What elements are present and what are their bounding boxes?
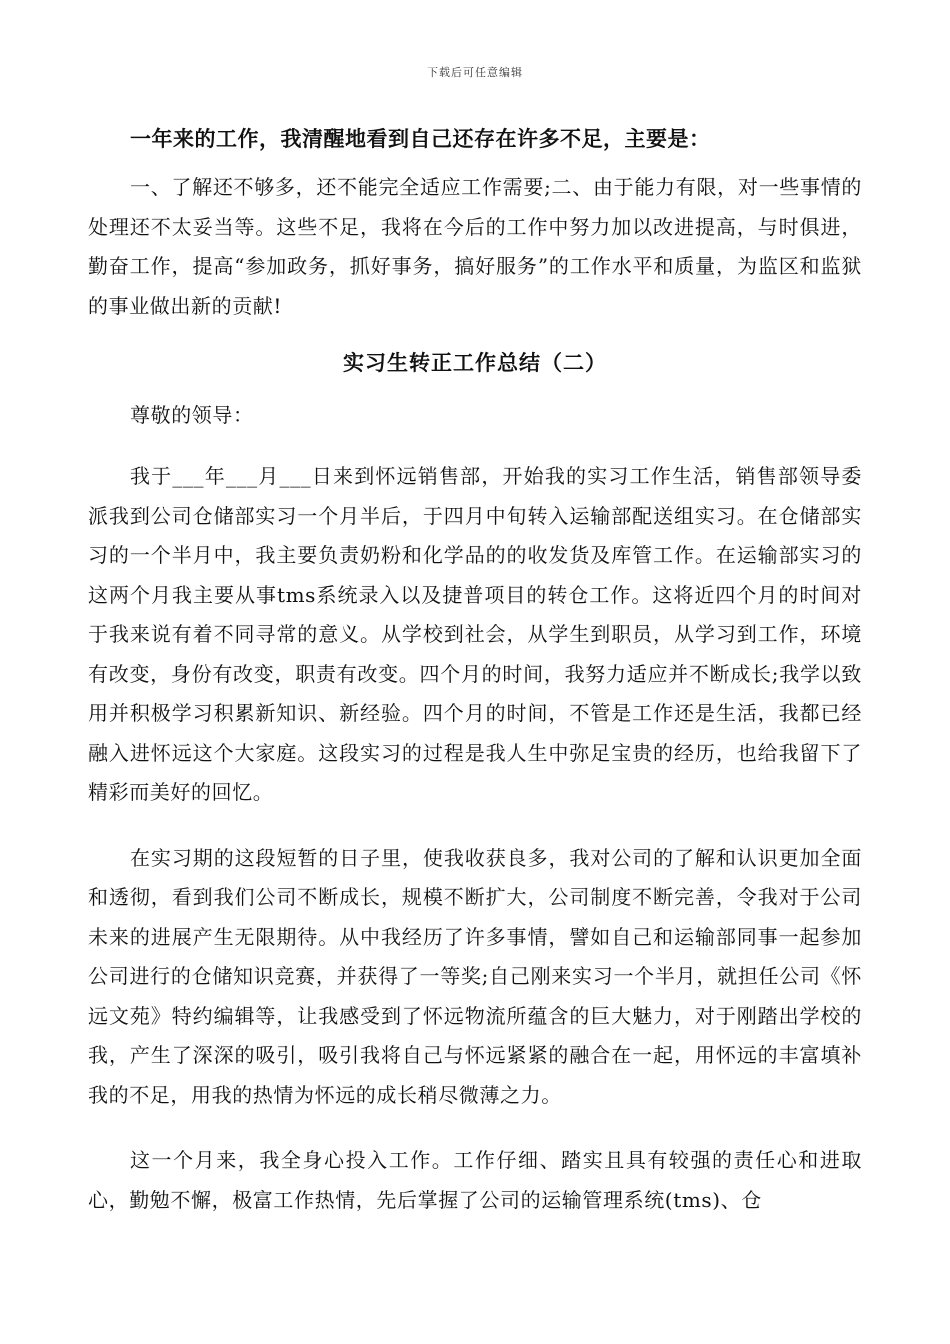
body-paragraph-3: 这一个月来，我全身心投入工作。工作仔细、踏实且具有较强的责任心和进取心，勤勉不懈，极富工作热情，先后掌握了公司的运输管理系统(tms)、仓 <box>88 1148 862 1212</box>
body-paragraph-1: 我于___年___月___日来到怀远销售部，开始我的实习工作生活，销售部领导委派我到公司仓储部实习一个月半后，于四月中旬转入运输部配送组实习。在仓储部实习的一个半月中，我主要负责奶粉和化学品的的收发货及库管工作。在运输部实习的这两个月我主要从事tms系统录入以及捷普项目的转仓工作。这将近四个月的时间对于我来说有着不同寻常的意义。从学校到社会，从学生到职员，从学习到工作，环境有改变，身份有改变，职责有改变。四个月的时间，我努力适应并不断成长;我学以致用并积极学习积累新知识、新经验。四个月的时间，不管是工作还是生活，我都已经融入进怀远这个大家庭。这段实习的过程是我人生中弥足宝贵的经历，也给我留下了精彩而美好的回忆。 <box>88 464 862 804</box>
document-body <box>88 120 862 1220</box>
intro-paragraph: 一、了解还不够多，还不能完全适应工作需要;二、由于能力有限，对一些事情的处理还不太妥当等。这些不足，我将在今后的工作中努力加以改进提高，与时俱进，勤奋工作，提高“参加政务，抓好事务，搞好服务”的工作水平和质量，为监区和监狱的事业做出新的贡献! <box>88 175 862 318</box>
header-note: 下载后可任意编辑 <box>427 66 523 79</box>
salutation: 尊敬的领导： <box>130 403 254 427</box>
intro-heading: 一年来的工作，我清醒地看到自己还存在许多不足，主要是： <box>130 126 711 151</box>
body-paragraph-2: 在实习期的这段短暂的日子里，使我收获良多，我对公司的了解和认识更加全面和透彻，看到我们公司不断成长，规模不断扩大，公司制度不断完善，令我对于公司未来的进展产生无限期待。从中我经历了许多事情，譬如自己和运输部同事一起参加公司进行的仓储知识竞赛，并获得了一等奖;自己刚来实习一个半月，就担任公司《怀远文苑》特约编辑等，让我感受到了怀远物流所蕴含的巨大魅力，对于刚踏出学校的我，产生了深深的吸引，吸引我将自己与怀远紧紧的融合在一起，用怀远的丰富填补我的不足，用我的热情为怀远的成长稍尽微薄之力。 <box>88 845 862 1107</box>
section-title: 实习生转正工作总结（二） <box>343 350 607 375</box>
